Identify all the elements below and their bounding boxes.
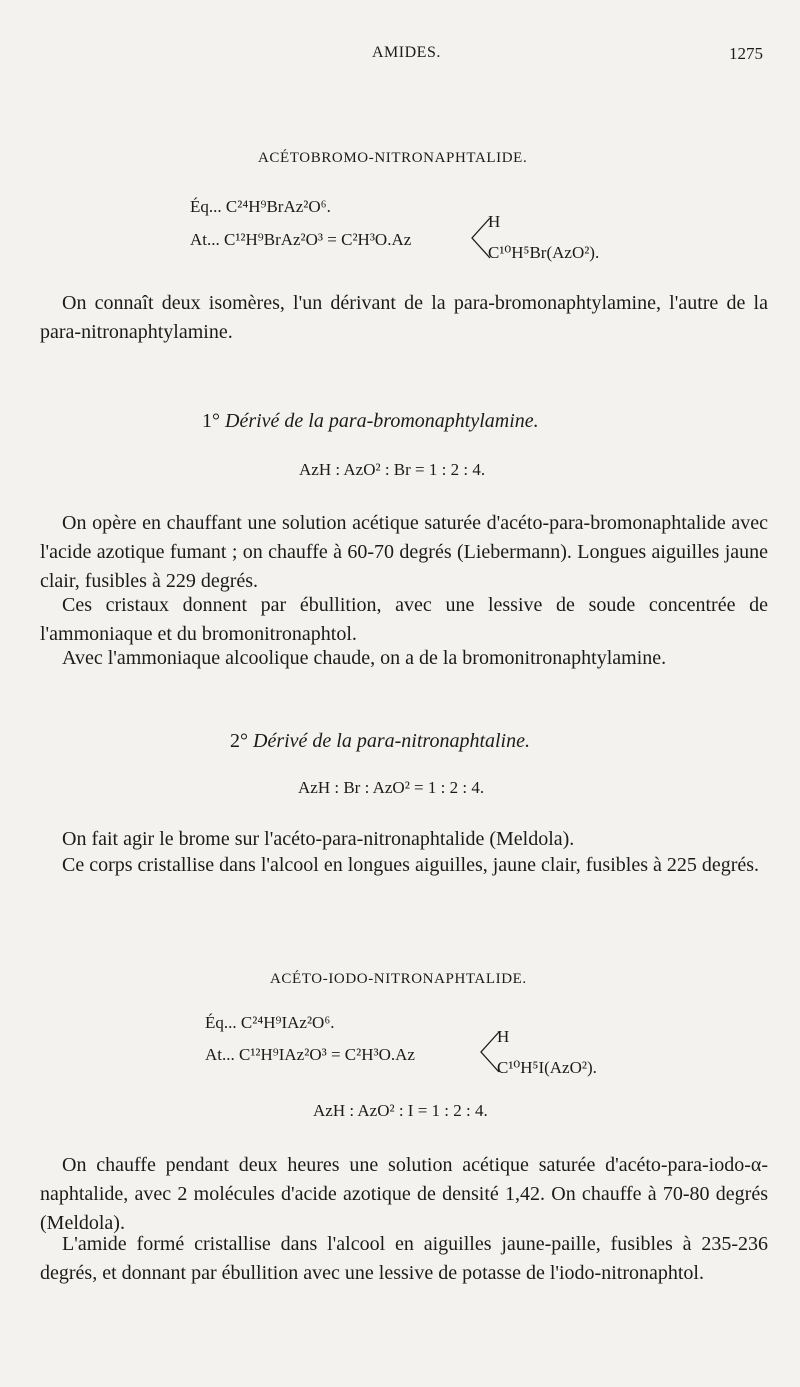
equivalent-formula [205, 1013, 335, 1033]
formula-prefix: At... [205, 1045, 235, 1064]
page-number: 1275 [729, 44, 763, 63]
paragraph-intro: On connaît deux isomères, l'un dérivant de la para-bromonaphtylamine, l'autre de la para-nitronaphtylamine. [40, 292, 768, 343]
branch-top: H [497, 1027, 510, 1046]
paragraph: Avec l'ammoniaque alcoolique chaude, on a de la bromonitronaphtylamine. [62, 647, 667, 669]
paragraph: L'amide formé cristallise dans l'alcool en aiguilles jaune-paille, fusibles à 235-236 degrés, et donnant par ébullition avec une lessive de potasse de l'iodo-nitronaphtol. [40, 1233, 768, 1284]
paragraph: On chauffe pendant deux heures une solution acétique saturée d'acéto-para-iodo-α-naphtalide, avec 2 molécules d'acide azotique de densité 1,42. On chauffe à 70-80 degrés (Meldola). [40, 1154, 768, 1234]
formula-value: C¹²H⁹BrAz²O³ = C²H³O.Az [224, 230, 412, 249]
ratio-line: AzH : AzO² : I = 1 : 2 : 4. [313, 1101, 488, 1120]
subheading-text: Dérivé de la para-nitronaphtaline. [253, 730, 530, 752]
section-title: ACÉTOBROMO-NITRONAPHTALIDE. [258, 150, 528, 166]
branch-bottom: C¹⁰H⁵Br(AzO²). [488, 243, 600, 262]
atomic-formula [190, 230, 411, 250]
paragraph: On opère en chauffant une solution acétique saturée d'acéto-para-bromonaphtalide avec l'acide azotique fumant ; on chauffe à 60-70 degrés (Liebermann). Longues aiguilles jaune clair, fusibles à 229 degrés. [40, 512, 768, 592]
paragraph: On fait agir le brome sur l'acéto-para-nitronaphtalide (Meldola). [62, 828, 575, 850]
formula-prefix: Éq... [190, 197, 222, 216]
branch-top: H [488, 212, 501, 231]
subheading-number: 1° [202, 410, 220, 432]
atomic-formula [205, 1045, 415, 1065]
equivalent-formula [190, 197, 331, 217]
running-header-title: AMIDES. [372, 44, 441, 61]
subheading-2 [230, 730, 530, 753]
formula-value: C²⁴H⁹BrAz²O⁶. [225, 197, 331, 216]
subheading-text: Dérivé de la para-bromonaphtylamine. [225, 410, 539, 432]
branch-bottom: C¹⁰H⁵I(AzO²). [497, 1058, 597, 1077]
formula-value: C¹²H⁹IAz²O³ = C²H³O.Az [239, 1045, 415, 1064]
subheading-number: 2° [230, 730, 248, 752]
section-title: ACÉTO-IODO-NITRONAPHTALIDE. [270, 971, 527, 987]
subheading-1 [202, 410, 539, 433]
formula-value: C²⁴H⁹IAz²O⁶. [240, 1013, 335, 1032]
ratio-line: AzH : AzO² : Br = 1 : 2 : 4. [299, 460, 486, 479]
paragraph: Ce corps cristallise dans l'alcool en longues aiguilles, jaune clair, fusibles à 225 degrés. [62, 854, 760, 876]
formula-prefix: At... [190, 230, 220, 249]
paragraph: Ces cristaux donnent par ébullition, avec une lessive de soude concentrée de l'ammoniaque et du bromonitronaphtol. [40, 594, 768, 645]
ratio-line: AzH : Br : AzO² = 1 : 2 : 4. [298, 778, 485, 797]
formula-prefix: Éq... [205, 1013, 237, 1032]
